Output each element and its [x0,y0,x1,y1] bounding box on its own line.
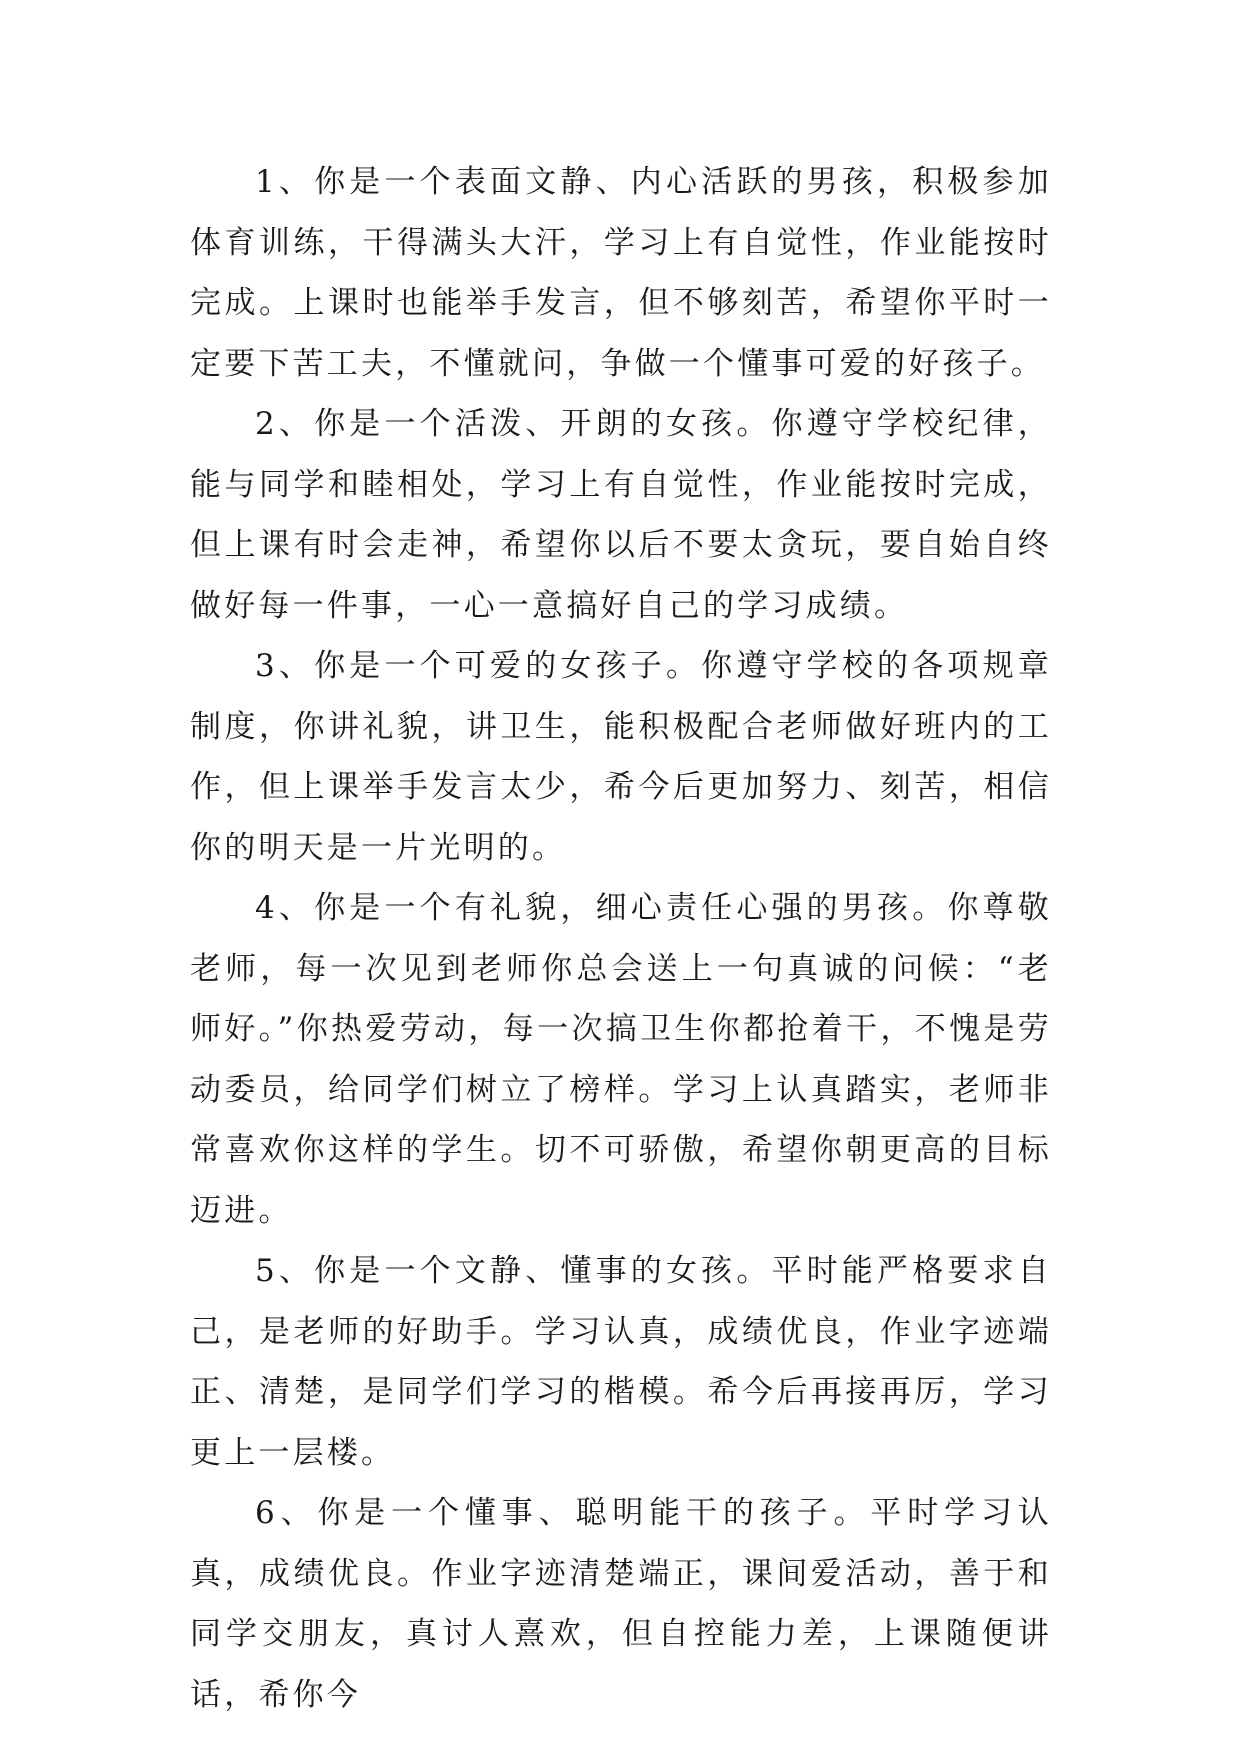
comment-paragraph-2: 2、你是一个活泼、开朗的女孩。你遵守学校纪律，能与同学和睦相处，学习上有自觉性，作业能按时完成，但上课有时会走神，希望你以后不要太贪玩，要自始自终做好每一件事，一心一意搞好自己的学习成绩。 [190,406,1052,624]
comment-paragraph-4: 4、你是一个有礼貌，细心责任心强的男孩。你尊敬老师，每一次见到老师你总会送上一句真诚的问候：“老师好。”你热爱劳动，每一次搞卫生你都抢着干，不愧是劳动委员，给同学们树立了榜样。学习上认真踏实，老师非常喜欢你这样的学生。切不可骄傲，希望你朝更高的目标迈进。 [190,890,1052,1229]
comment-paragraph-6: 6、你是一个懂事、聪明能干的孩子。平时学习认真，成绩优良。作业字迹清楚端正，课间爱活动，善于和同学交朋友，真讨人熹欢，但自控能力差，上课随便讲话，希你今 [190,1495,1052,1713]
document-page [190,152,1052,1725]
comment-paragraph-5: 5、你是一个文静、懂事的女孩。平时能严格要求自己，是老师的好助手。学习认真，成绩优良，作业字迹端正、清楚，是同学们学习的楷模。希今后再接再厉，学习更上一层楼。 [190,1253,1052,1471]
comment-paragraph-3: 3、你是一个可爱的女孩子。你遵守学校的各项规章制度，你讲礼貌，讲卫生，能积极配合老师做好班内的工作，但上课举手发言太少，希今后更加努力、刻苦，相信你的明天是一片光明的。 [190,648,1052,866]
comment-paragraph-1: 1、你是一个表面文静、内心活跃的男孩，积极参加体育训练，干得满头大汗，学习上有自觉性，作业能按时完成。上课时也能举手发言，但不够刻苦，希望你平时一定要下苦工夫，不懂就问，争做一个懂事可爱的好孩子。 [190,164,1052,382]
